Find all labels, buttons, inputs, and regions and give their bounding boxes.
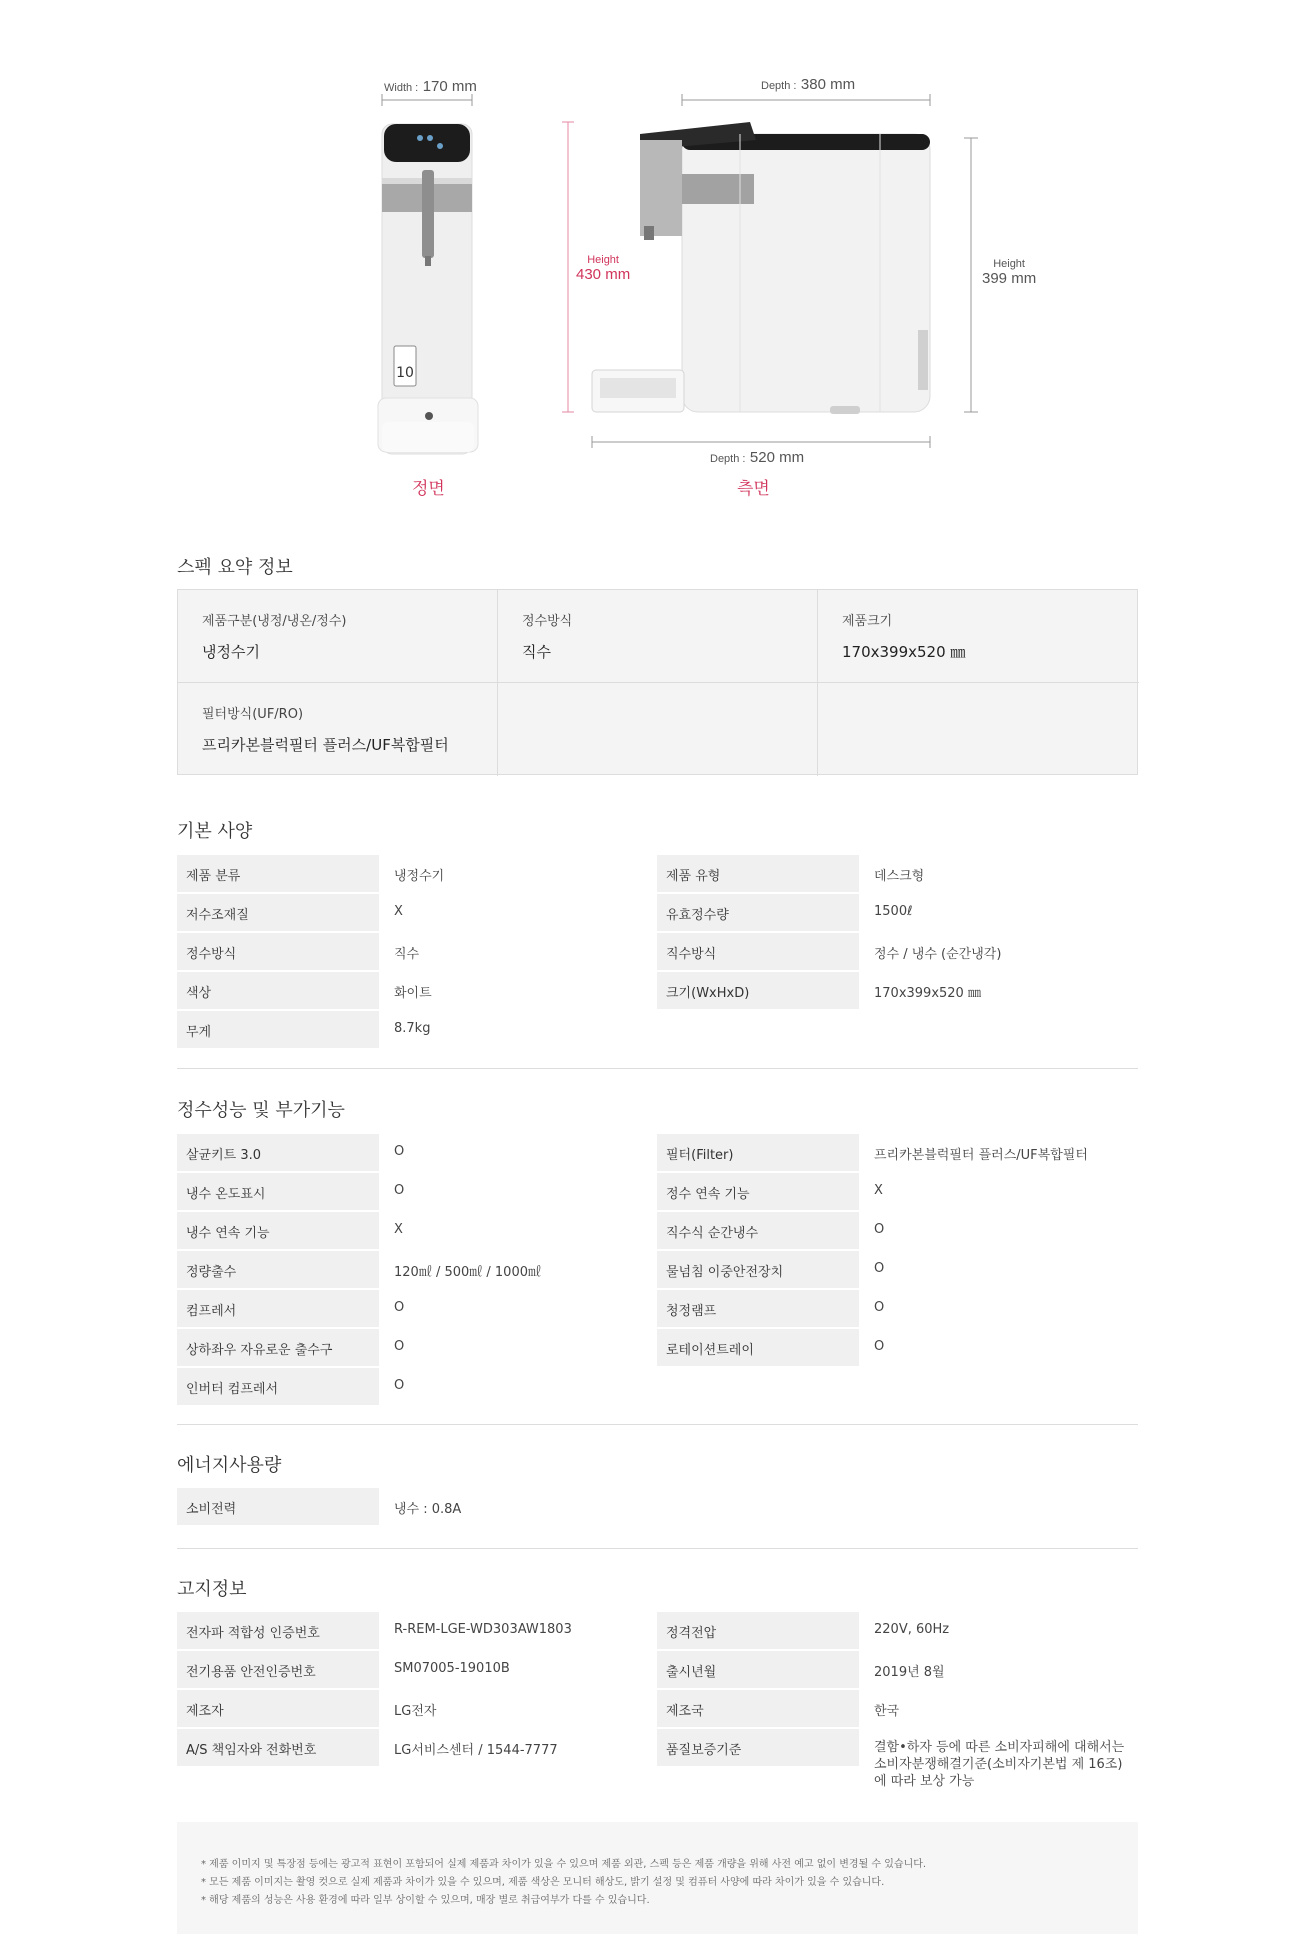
summary-label: 제품크기 — [842, 614, 893, 629]
spec-value: O — [394, 1144, 405, 1159]
energy-title: 에너지사용량 — [177, 1455, 282, 1476]
spec-key: 인버터 컴프레서 — [177, 1368, 379, 1405]
spec-value: 8.7kg — [394, 1021, 431, 1036]
spec-value: 한국 — [874, 1704, 900, 1719]
spec-value: 220V, 60Hz — [874, 1622, 950, 1637]
spec-key: 저수조재질 — [177, 894, 379, 931]
spec-summary-box — [177, 589, 1138, 775]
spec-key: 무게 — [177, 1011, 379, 1048]
spec-key: 직수식 순간냉수 — [657, 1212, 859, 1249]
notice-info-title: 고지정보 — [177, 1579, 247, 1600]
spec-key: 소비전력 — [177, 1488, 379, 1525]
spec-value: R-REM-LGE-WD303AW1803 — [394, 1622, 572, 1637]
spec-row — [177, 1212, 657, 1251]
spec-key: 크기(WxHxD) — [657, 972, 859, 1009]
spec-key: 청정램프 — [657, 1290, 859, 1327]
product-dimension-drawing — [0, 0, 1310, 520]
spec-value: LG서비스센터 / 1544-7777 — [394, 1743, 558, 1758]
spec-key: 정수 연속 기능 — [657, 1173, 859, 1210]
summary-value: 직수 — [522, 643, 551, 661]
summary-label: 필터방식(UF/RO) — [202, 707, 304, 722]
spec-row — [657, 1329, 1137, 1368]
caption-side: 측면 — [737, 479, 770, 499]
spec-row — [657, 1134, 1137, 1173]
spec-column-right — [657, 1612, 1137, 1789]
spec-row — [657, 1729, 1137, 1789]
side-depth-bottom-label: Depth : 520 mm — [710, 449, 805, 466]
spec-row — [177, 1729, 657, 1768]
spec-key: 제품 분류 — [177, 855, 379, 892]
spec-key: 상하좌우 자유로운 출수구 — [177, 1329, 379, 1366]
section-divider — [177, 1068, 1138, 1069]
summary-cell-empty — [818, 683, 1139, 776]
summary-cell-empty — [498, 683, 818, 776]
basic-spec-table — [177, 855, 1138, 1051]
performance-title: 정수성능 및 부가기능 — [177, 1100, 345, 1121]
spec-key: 컴프레서 — [177, 1290, 379, 1327]
spec-value: O — [874, 1300, 885, 1315]
spec-column-right — [657, 1134, 1137, 1368]
summary-cell — [178, 683, 498, 776]
section-divider — [177, 1424, 1138, 1425]
spec-value: O — [394, 1378, 405, 1393]
spec-key: 색상 — [177, 972, 379, 1009]
spec-key: 정수방식 — [177, 933, 379, 970]
caption-front: 정면 — [412, 479, 445, 499]
spec-row — [177, 1011, 657, 1050]
spec-value: X — [394, 1222, 403, 1237]
spec-key: 물넘침 이중안전장치 — [657, 1251, 859, 1288]
spec-row — [657, 1173, 1137, 1212]
spec-key: 출시년월 — [657, 1651, 859, 1688]
spec-key: 정량출수 — [177, 1251, 379, 1288]
summary-cell — [818, 590, 1139, 683]
spec-value: 정수 / 냉수 (순간냉각) — [874, 947, 1002, 962]
side-height-right-label: Height 399 mm — [982, 258, 1037, 287]
disclaimer-box — [177, 1822, 1138, 1934]
summary-value: 170x399x520 ㎜ — [842, 643, 966, 661]
spec-row — [657, 855, 1137, 894]
spec-row — [657, 1612, 1137, 1651]
spec-key: 직수방식 — [657, 933, 859, 970]
spec-row — [177, 1329, 657, 1368]
spec-value: 데스크형 — [874, 869, 925, 884]
spec-value: X — [874, 1183, 883, 1198]
spec-value: SM07005-19010B — [394, 1661, 510, 1676]
spec-key: 필터(Filter) — [657, 1134, 859, 1171]
spec-key: 냉수 온도표시 — [177, 1173, 379, 1210]
side-view-image — [592, 122, 930, 414]
badge-number: 10 — [396, 365, 414, 381]
section-divider — [177, 1548, 1138, 1549]
spec-row — [177, 1612, 657, 1651]
spec-key: 제품 유형 — [657, 855, 859, 892]
spec-key: 제조국 — [657, 1690, 859, 1727]
performance-spec-table — [177, 1134, 1138, 1408]
spec-value: O — [874, 1261, 885, 1276]
summary-value: 프리카본블럭필터 플러스/UF복합필터 — [202, 736, 449, 754]
spec-row — [657, 972, 1137, 1011]
summary-label: 제품구분(냉정/냉온/정수) — [202, 614, 347, 629]
spec-value: O — [394, 1300, 405, 1315]
disclaimer-line: * 제품 이미지 및 특장점 등에는 광고적 표현이 포함되어 실제 제품과 차이가 있을 수 있으며 제품 외관, 스펙 등은 제품 개량을 위해 사전 예고 없이 변경될 수 있습니다. — [201, 1859, 927, 1870]
spec-column-left — [177, 1488, 657, 1527]
spec-key: 제조자 — [177, 1690, 379, 1727]
spec-value: 화이트 — [394, 986, 432, 1001]
spec-value: LG전자 — [394, 1704, 437, 1719]
spec-value: O — [394, 1339, 405, 1354]
spec-column-left — [177, 855, 657, 1050]
summary-label: 정수방식 — [522, 614, 573, 629]
spec-value: 1500ℓ — [874, 904, 913, 919]
spec-column-left — [177, 1612, 657, 1768]
summary-cell — [178, 590, 498, 683]
spec-row — [657, 894, 1137, 933]
disclaimer-line: * 해당 제품의 성능은 사용 환경에 따라 일부 상이할 수 있으며, 매장 별로 취급여부가 다를 수 있습니다. — [201, 1895, 650, 1906]
spec-key: 품질보증기준 — [657, 1729, 859, 1766]
spec-value: O — [874, 1222, 885, 1237]
spec-key: A/S 책임자와 전화번호 — [177, 1729, 379, 1766]
spec-key: 정격전압 — [657, 1612, 859, 1649]
spec-value: O — [394, 1183, 405, 1198]
side-depth-top-label: Depth : 380 mm — [761, 76, 856, 93]
spec-row — [177, 1173, 657, 1212]
spec-row — [657, 1290, 1137, 1329]
spec-row — [177, 1488, 657, 1527]
spec-row — [177, 933, 657, 972]
spec-key: 살균키트 3.0 — [177, 1134, 379, 1171]
spec-value: 결함•하자 등에 따른 소비자피해에 대해서는 소비자분쟁해결기준(소비자기본법 제 16조)에 따라 보상 가능 — [874, 1740, 1125, 1789]
basic-title: 기본 사양 — [177, 821, 253, 842]
spec-value: 120㎖ / 500㎖ / 1000㎖ — [394, 1265, 541, 1280]
spec-column-right — [657, 855, 1137, 1011]
spec-row — [177, 1368, 657, 1407]
spec-row — [177, 855, 657, 894]
spec-row — [177, 1134, 657, 1173]
spec-key: 전자파 적합성 인증번호 — [177, 1612, 379, 1649]
summary-title: 스펙 요약 정보 — [177, 557, 293, 578]
spec-row — [177, 1690, 657, 1729]
summary-value: 냉정수기 — [202, 643, 260, 661]
notice-info-table — [177, 1612, 1138, 1802]
spec-key: 전기용품 안전인증번호 — [177, 1651, 379, 1688]
summary-cell — [498, 590, 818, 683]
spec-key: 로테이션트레이 — [657, 1329, 859, 1366]
spec-key: 유효정수량 — [657, 894, 859, 931]
front-width-label: Width : 170 mm — [384, 78, 477, 95]
spec-value: 냉수 : 0.8A — [394, 1502, 462, 1517]
spec-row — [657, 933, 1137, 972]
energy-spec-table — [177, 1488, 1138, 1528]
spec-value: 직수 — [394, 947, 420, 962]
spec-value: O — [874, 1339, 885, 1354]
spec-key: 냉수 연속 기능 — [177, 1212, 379, 1249]
spec-value: 프리카본블럭필터 플러스/UF복합필터 — [874, 1148, 1088, 1163]
spec-row — [657, 1251, 1137, 1290]
spec-value: X — [394, 904, 403, 919]
spec-row — [177, 1651, 657, 1690]
spec-row — [657, 1651, 1137, 1690]
spec-row — [177, 1290, 657, 1329]
spec-value: 냉정수기 — [394, 869, 445, 884]
spec-value: 170x399x520 ㎜ — [874, 986, 981, 1001]
disclaimer-line: * 모든 제품 이미지는 촬영 컷으로 실제 제품과 차이가 있을 수 있으며, 제품 색상은 모니터 해상도, 밝기 설정 및 컴퓨터 사양에 따라 차이가 있을 수 있습니다. — [201, 1877, 885, 1888]
spec-row — [657, 1212, 1137, 1251]
front-view-image — [378, 124, 478, 454]
spec-row — [657, 1690, 1137, 1729]
spec-column-left — [177, 1134, 657, 1407]
spec-row — [177, 1251, 657, 1290]
dimension-figure — [0, 0, 1310, 520]
spec-value: 2019년 8월 — [874, 1665, 945, 1680]
spec-row — [177, 894, 657, 933]
side-height-left-label: Height 430 mm — [576, 254, 631, 283]
spec-row — [177, 972, 657, 1011]
